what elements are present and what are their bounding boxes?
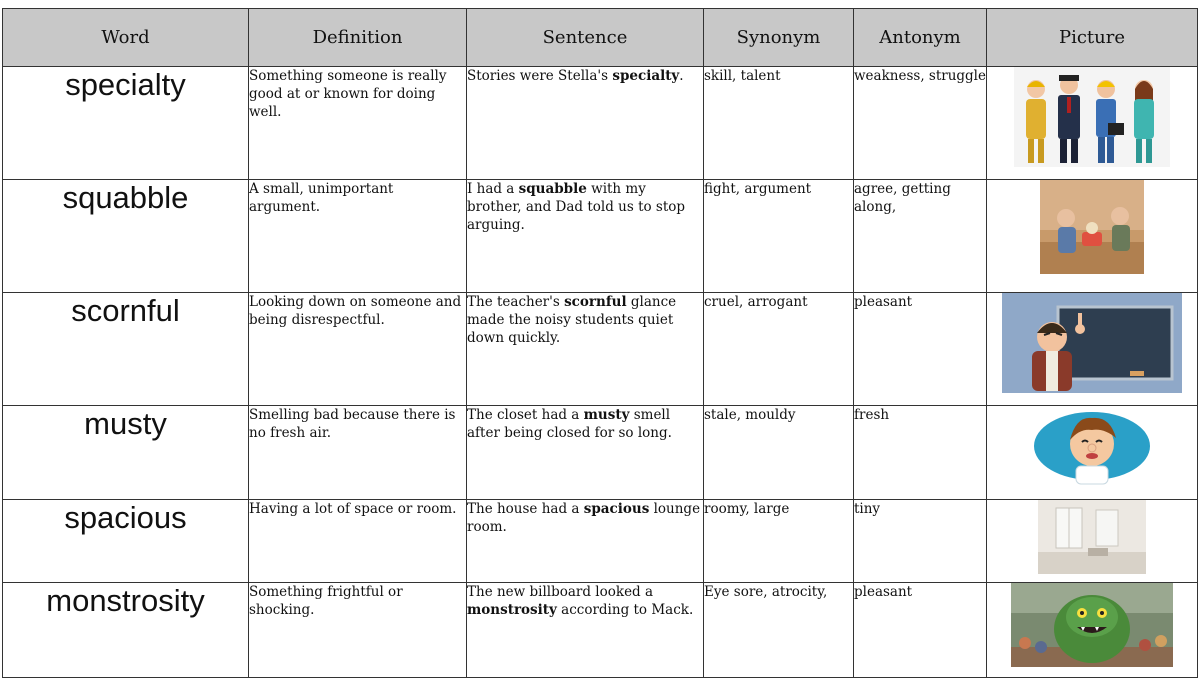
sentence-bold-word: monstrosity: [467, 602, 557, 618]
word-cell: specialty: [3, 67, 249, 180]
definition-cell: Something frightful or shocking.: [249, 583, 467, 678]
word-cell: spacious: [3, 500, 249, 583]
sentence-cell: [467, 180, 704, 293]
antonym-cell: tiny: [854, 500, 987, 583]
antonym-cell: pleasant: [854, 583, 987, 678]
word-cell: musty: [3, 406, 249, 500]
header-word: Word: [3, 9, 249, 67]
table-row: [3, 500, 1198, 583]
picture-cell: [987, 406, 1198, 500]
green-monster-illustration: [1011, 583, 1173, 667]
sentence-bold-word: spacious: [583, 501, 650, 517]
sentence-text: The teacher's: [467, 294, 565, 310]
header-picture: Picture: [987, 9, 1198, 67]
vocabulary-table: [2, 8, 1198, 678]
sentence-text: The new billboard looked a: [467, 584, 654, 600]
sentence-text: smell after being closed for so long.: [467, 407, 672, 441]
antonym-cell: fresh: [854, 406, 987, 500]
header-antonym: Antonym: [854, 9, 987, 67]
sentence-text: The house had a: [467, 501, 584, 517]
picture-cell: [987, 180, 1198, 293]
word-cell: monstrosity: [3, 583, 249, 678]
sentence-text: .: [679, 68, 684, 84]
sentence-bold-word: specialty: [612, 68, 680, 84]
picture-cell: [987, 500, 1198, 583]
sentence-text: The closet had a: [467, 407, 584, 423]
synonym-cell: cruel, arrogant: [704, 293, 854, 406]
boy-holding-nose-illustration: [1032, 406, 1152, 490]
table-row: [3, 67, 1198, 180]
header-synonym: Synonym: [704, 9, 854, 67]
sentence-text: glance made the noisy students quiet down quickly.: [467, 294, 677, 346]
picture-cell: [987, 293, 1198, 406]
sentence-cell: [467, 583, 704, 678]
word-cell: squabble: [3, 180, 249, 293]
sentence-text: Stories were Stella's: [467, 68, 613, 84]
synonym-cell: skill, talent: [704, 67, 854, 180]
header-sentence: Sentence: [467, 9, 704, 67]
definition-cell: A small, unimportant argument.: [249, 180, 467, 293]
picture-cell: [987, 583, 1198, 678]
word-cell: scornful: [3, 293, 249, 406]
sentence-bold-word: squabble: [518, 181, 587, 197]
sentence-cell: [467, 406, 704, 500]
definition-cell: Smelling bad because there is no fresh air.: [249, 406, 467, 500]
sentence-text: with my brother, and Dad told us to stop arguing.: [467, 181, 686, 233]
angry-teacher-illustration: [1002, 293, 1182, 393]
sentence-text: according to Mack.: [556, 602, 694, 618]
children-squabbling-photo: [1040, 180, 1144, 274]
sentence-cell: [467, 67, 704, 180]
antonym-cell: agree, getting along,: [854, 180, 987, 293]
workers-illustration: [1014, 67, 1170, 167]
synonym-cell: Eye sore, atrocity,: [704, 583, 854, 678]
synonym-cell: stale, mouldy: [704, 406, 854, 500]
empty-room-photo: [1038, 500, 1146, 574]
sentence-text: I had a: [467, 181, 519, 197]
table-row: [3, 180, 1198, 293]
sentence-cell: [467, 500, 704, 583]
antonym-cell: weakness, struggle: [854, 67, 987, 180]
sentence-cell: [467, 293, 704, 406]
definition-cell: Having a lot of space or room.: [249, 500, 467, 583]
synonym-cell: roomy, large: [704, 500, 854, 583]
definition-cell: Something someone is really good at or known for doing well.: [249, 67, 467, 180]
header-row: [3, 9, 1198, 67]
picture-cell: [987, 67, 1198, 180]
table-row: [3, 583, 1198, 678]
table-row: [3, 406, 1198, 500]
synonym-cell: fight, argument: [704, 180, 854, 293]
definition-cell: Looking down on someone and being disrespectful.: [249, 293, 467, 406]
sentence-bold-word: musty: [583, 407, 630, 423]
sentence-text: lounge room.: [467, 501, 701, 535]
table-row: [3, 293, 1198, 406]
header-definition: Definition: [249, 9, 467, 67]
antonym-cell: pleasant: [854, 293, 987, 406]
sentence-bold-word: scornful: [564, 294, 627, 310]
